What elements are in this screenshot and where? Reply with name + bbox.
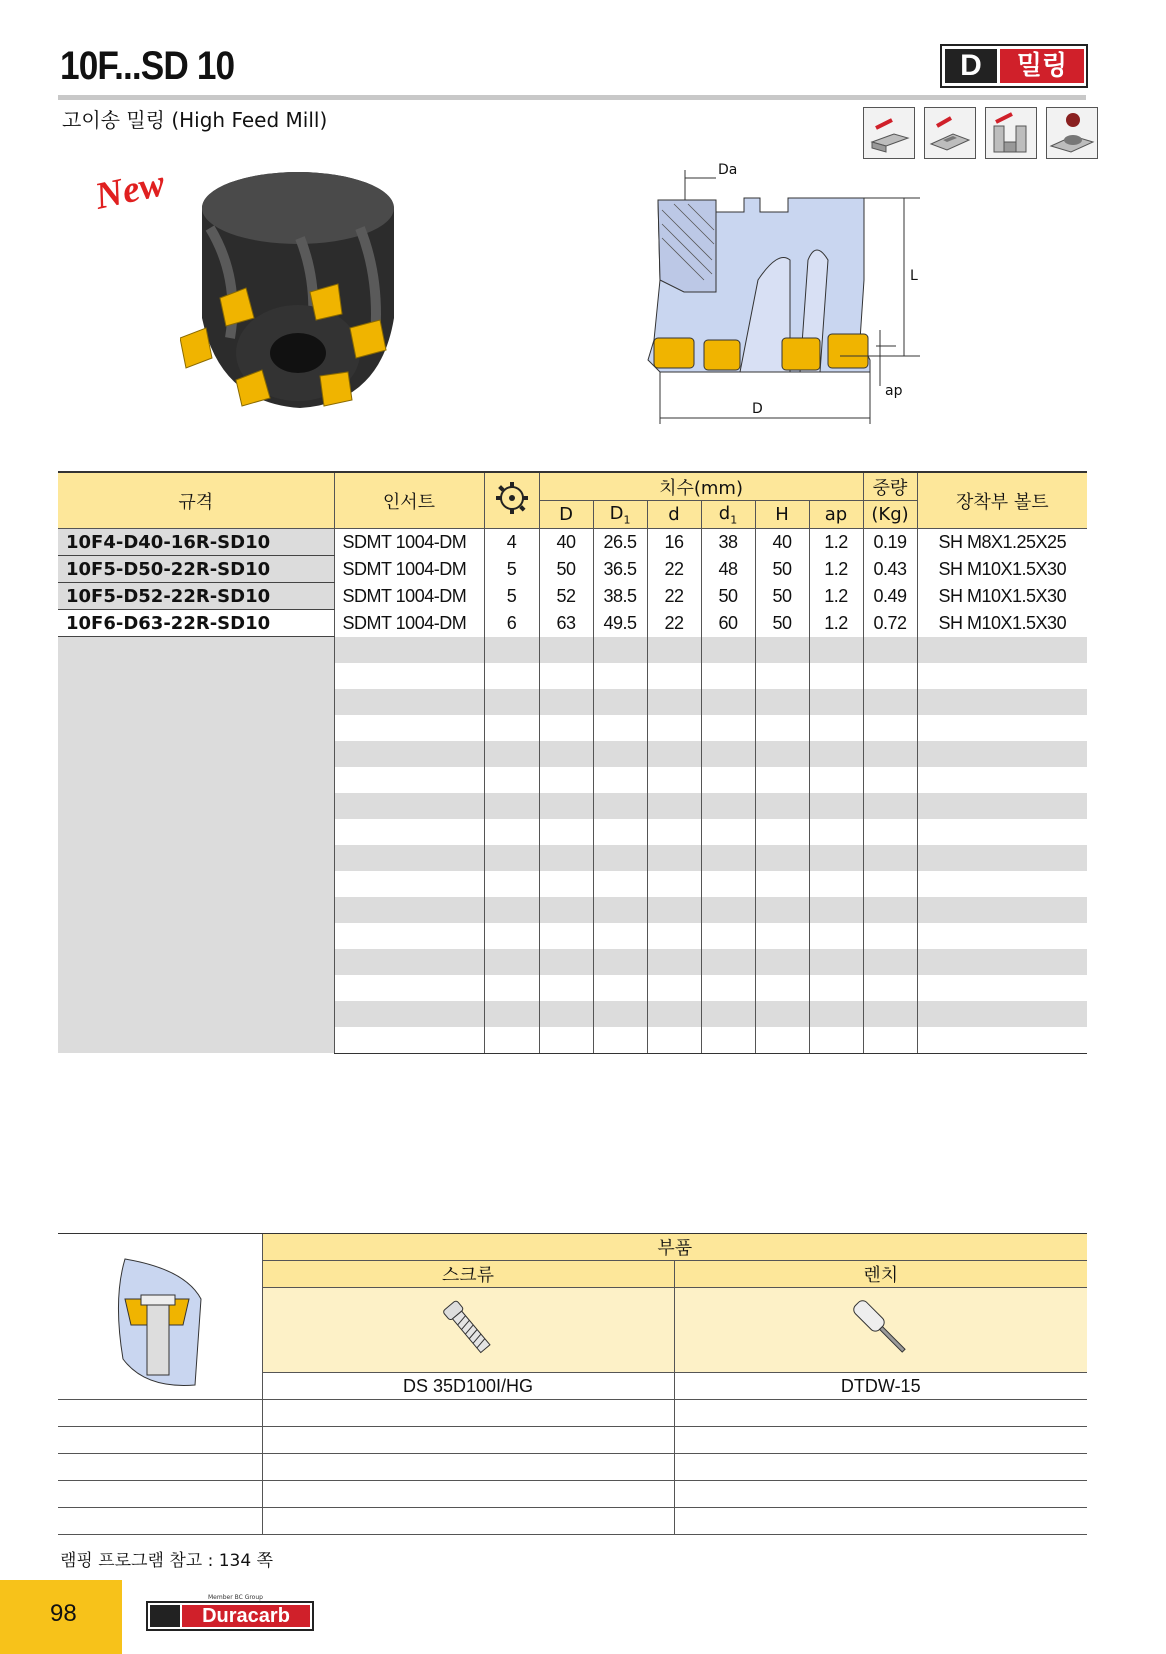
col-D1-header: $D_1$ [593, 501, 647, 529]
empty-cell [593, 741, 647, 767]
empty-cell [701, 1001, 755, 1027]
screw-image-cell [262, 1288, 674, 1373]
insert-cell: SDMT 1004-DM [334, 556, 484, 583]
weight-cell: 0.19 [863, 529, 917, 556]
spec-table-body [58, 529, 1087, 1054]
empty-cell [863, 1001, 917, 1027]
empty-cell [647, 1001, 701, 1027]
col-d-header: d [647, 501, 701, 529]
ap-cell: 1.2 [809, 610, 863, 637]
empty-cell [539, 871, 593, 897]
empty-cell [917, 637, 1087, 663]
empty-cell [701, 637, 755, 663]
cutter-technical-drawing [640, 160, 930, 430]
wrench-image-cell [674, 1288, 1087, 1373]
empty-cell [863, 637, 917, 663]
empty-cell [863, 897, 917, 923]
empty-cell [647, 897, 701, 923]
d1-cell: 50 [701, 583, 755, 610]
empty-cell [647, 689, 701, 715]
empty-cell [809, 741, 863, 767]
empty-cell [917, 897, 1087, 923]
bolt-cell: SH M10X1.5X30 [917, 610, 1087, 637]
brand-name: Duracarb [182, 1605, 310, 1627]
empty-cell [809, 663, 863, 689]
d1-cell: 38 [701, 529, 755, 556]
empty-cell [539, 949, 593, 975]
z-cell: 4 [484, 529, 539, 556]
empty-cell [755, 741, 809, 767]
empty-cell [484, 923, 539, 949]
empty-cell [917, 715, 1087, 741]
empty-cell [701, 741, 755, 767]
empty-cell [755, 923, 809, 949]
parts-table [58, 1233, 1087, 1535]
empty-cell [484, 975, 539, 1001]
D-cell: 63 [539, 610, 593, 637]
empty-cell [755, 663, 809, 689]
empty-cell [917, 949, 1087, 975]
empty-cell [647, 767, 701, 793]
empty-cell [539, 1027, 593, 1054]
table-row [58, 583, 1087, 610]
empty-cell [755, 1001, 809, 1027]
model-cell: 10F6-D63-22R-SD10 [58, 610, 334, 637]
ramping-reference-note: 램핑 프로그램 참고 : 134 쪽 [60, 1551, 273, 1571]
empty-cell [484, 663, 539, 689]
empty-cell [334, 923, 484, 949]
col-teeth-header [484, 472, 539, 529]
d-cell: 16 [647, 529, 701, 556]
empty-cell [593, 715, 647, 741]
model-cell: 10F5-D50-22R-SD10 [58, 556, 334, 583]
label-d: D [752, 401, 763, 417]
table-row [58, 529, 1087, 556]
empty-cell [593, 949, 647, 975]
empty-cell [755, 819, 809, 845]
empty-cell [593, 689, 647, 715]
weight-cell: 0.72 [863, 610, 917, 637]
milling-category-logo [940, 44, 1088, 88]
D-cell: 40 [539, 529, 593, 556]
empty-cell [539, 715, 593, 741]
empty-cell [647, 871, 701, 897]
empty-cell [593, 793, 647, 819]
z-cell: 6 [484, 610, 539, 637]
empty-cell [863, 871, 917, 897]
shoulder-milling-icon [985, 107, 1037, 159]
empty-cell [917, 871, 1087, 897]
empty-cell [701, 819, 755, 845]
empty-cell [863, 975, 917, 1001]
empty-cell [755, 793, 809, 819]
page-title: 10F...SD 10 [60, 44, 235, 88]
empty-cell [647, 923, 701, 949]
empty-cell [647, 663, 701, 689]
brand-mark [150, 1605, 180, 1627]
empty-cell [334, 949, 484, 975]
col-weight-unit: (Kg) [863, 501, 917, 529]
new-badge: New [91, 162, 169, 218]
slot-milling-icon [924, 107, 976, 159]
empty-cell [917, 689, 1087, 715]
empty-cell [809, 715, 863, 741]
empty-cell [593, 663, 647, 689]
bolt-cell: SH M8X1.25X25 [917, 529, 1087, 556]
col-d1-header: $d_1$ [701, 501, 755, 529]
wrench-code: DTDW-15 [674, 1373, 1087, 1400]
empty-cell [755, 949, 809, 975]
empty-cell [484, 897, 539, 923]
col-insert-header: 인서트 [334, 472, 484, 529]
cutter-photo [180, 168, 410, 418]
z-cell: 5 [484, 583, 539, 610]
empty-cell [593, 1027, 647, 1054]
empty-cell [809, 637, 863, 663]
label-da: Da [718, 162, 738, 178]
empty-cell [484, 741, 539, 767]
empty-cell [701, 1027, 755, 1054]
empty-cell [755, 897, 809, 923]
screw-code: DS 35D100I/HG [262, 1373, 674, 1400]
empty-cell [863, 741, 917, 767]
title-rule [58, 95, 1086, 100]
empty-cell [647, 637, 701, 663]
empty-cell [809, 949, 863, 975]
page-number: 98 [50, 1600, 77, 1627]
empty-cell [593, 819, 647, 845]
empty-cell [647, 715, 701, 741]
brand-tagline: Member BC Group [208, 1594, 263, 1601]
col-dims-header: 치수(mm) [539, 472, 863, 501]
ap-cell: 1.2 [809, 529, 863, 556]
empty-cell [647, 949, 701, 975]
empty-cell [917, 663, 1087, 689]
empty-cell [809, 767, 863, 793]
empty-cell [593, 897, 647, 923]
parts-header: 부품 [262, 1234, 1087, 1261]
logo-text: 밀링 [1000, 49, 1084, 83]
table-row [58, 556, 1087, 583]
empty-cell [539, 689, 593, 715]
empty-cell [334, 689, 484, 715]
empty-cell [334, 871, 484, 897]
empty-cell [334, 715, 484, 741]
empty-cell [701, 871, 755, 897]
empty-cell [863, 663, 917, 689]
ap-cell: 1.2 [809, 556, 863, 583]
empty-cell [701, 897, 755, 923]
empty-cell [917, 975, 1087, 1001]
empty-cell [809, 819, 863, 845]
col-D-header: D [539, 501, 593, 529]
empty-cell [863, 715, 917, 741]
empty-cell [334, 819, 484, 845]
empty-cell [809, 845, 863, 871]
empty-cell [334, 1001, 484, 1027]
empty-cell [593, 637, 647, 663]
empty-cell [593, 767, 647, 793]
empty-cell [755, 871, 809, 897]
wrench-header: 렌치 [674, 1261, 1087, 1288]
empty-cell [755, 975, 809, 1001]
insert-cell: SDMT 1004-DM [334, 529, 484, 556]
empty-cell [539, 923, 593, 949]
face-milling-icon [863, 107, 915, 159]
empty-cell [539, 793, 593, 819]
empty-cell [755, 689, 809, 715]
empty-cell [593, 871, 647, 897]
empty-cell [863, 689, 917, 715]
empty-cell [647, 845, 701, 871]
empty-cell [701, 767, 755, 793]
empty-cell [484, 767, 539, 793]
col-weight-header: 중량 [863, 472, 917, 501]
empty-cell [917, 1001, 1087, 1027]
H-cell: 40 [755, 529, 809, 556]
model-cell: 10F5-D52-22R-SD10 [58, 583, 334, 610]
z-cell: 5 [484, 556, 539, 583]
spec-table [58, 471, 1087, 1054]
empty-cell [917, 819, 1087, 845]
col-ap-header: ap [809, 501, 863, 529]
empty-cell [755, 845, 809, 871]
empty-cell [334, 1027, 484, 1054]
d1-cell: 48 [701, 556, 755, 583]
col-H-header: H [755, 501, 809, 529]
empty-cell [484, 949, 539, 975]
empty-cell [863, 819, 917, 845]
empty-cell [755, 637, 809, 663]
model-empty-cell [58, 637, 334, 1054]
empty-cell [755, 1027, 809, 1054]
helical-interpolation-icon [1046, 107, 1098, 159]
empty-cell [484, 637, 539, 663]
d-cell: 22 [647, 583, 701, 610]
bolt-cell: SH M10X1.5X30 [917, 556, 1087, 583]
wrench-icon [841, 1292, 921, 1364]
D-cell: 50 [539, 556, 593, 583]
logo-letter: D [945, 49, 997, 83]
empty-cell [484, 845, 539, 871]
H-cell: 50 [755, 556, 809, 583]
empty-cell [539, 1001, 593, 1027]
empty-cell [484, 1001, 539, 1027]
empty-cell [484, 793, 539, 819]
empty-cell [701, 663, 755, 689]
empty-cell [701, 845, 755, 871]
insert-clamp-illustration [58, 1234, 262, 1400]
empty-cell [647, 741, 701, 767]
empty-cell [809, 1027, 863, 1054]
insert-cell: SDMT 1004-DM [334, 583, 484, 610]
empty-cell [334, 897, 484, 923]
cutter-teeth-icon [495, 481, 529, 515]
empty-cell [701, 715, 755, 741]
D1-cell: 49.5 [593, 610, 647, 637]
empty-cell [755, 715, 809, 741]
empty-cell [334, 975, 484, 1001]
bolt-cell: SH M10X1.5X30 [917, 583, 1087, 610]
empty-cell [484, 1027, 539, 1054]
empty-cell [539, 845, 593, 871]
empty-cell [647, 793, 701, 819]
d1-cell: 60 [701, 610, 755, 637]
empty-cell [334, 741, 484, 767]
empty-cell [701, 923, 755, 949]
empty-cell [334, 845, 484, 871]
empty-cell [647, 1027, 701, 1054]
empty-cell [863, 949, 917, 975]
empty-cell [809, 1001, 863, 1027]
d-cell: 22 [647, 610, 701, 637]
empty-cell [334, 637, 484, 663]
insert-cell: SDMT 1004-DM [334, 610, 484, 637]
H-cell: 50 [755, 610, 809, 637]
empty-cell [863, 793, 917, 819]
col-bolt-header: 장착부 볼트 [917, 472, 1087, 529]
empty-cell [863, 767, 917, 793]
empty-cell [701, 975, 755, 1001]
empty-cell [917, 923, 1087, 949]
page-subtitle: 고이송 밀링 (High Feed Mill) [62, 108, 328, 132]
empty-cell [809, 975, 863, 1001]
label-l: L [910, 268, 918, 284]
empty-cell [701, 793, 755, 819]
col-model-header: 규격 [58, 472, 334, 529]
empty-cell [917, 741, 1087, 767]
empty-cell [917, 1027, 1087, 1054]
D1-cell: 36.5 [593, 556, 647, 583]
empty-cell [701, 689, 755, 715]
empty-cell [593, 975, 647, 1001]
empty-cell [809, 871, 863, 897]
model-cell: 10F4-D40-16R-SD10 [58, 529, 334, 556]
empty-cell [917, 767, 1087, 793]
empty-cell [334, 793, 484, 819]
D1-cell: 26.5 [593, 529, 647, 556]
weight-cell: 0.43 [863, 556, 917, 583]
d-cell: 22 [647, 556, 701, 583]
weight-cell: 0.49 [863, 583, 917, 610]
duracarb-logo [146, 1594, 314, 1631]
ap-cell: 1.2 [809, 583, 863, 610]
empty-cell [593, 845, 647, 871]
empty-cell [647, 975, 701, 1001]
table-row [58, 637, 1087, 663]
empty-cell [863, 1027, 917, 1054]
empty-cell [539, 975, 593, 1001]
empty-cell [755, 767, 809, 793]
empty-cell [539, 637, 593, 663]
empty-cell [809, 793, 863, 819]
D-cell: 52 [539, 583, 593, 610]
empty-cell [809, 689, 863, 715]
empty-cell [484, 871, 539, 897]
empty-cell [484, 689, 539, 715]
empty-cell [809, 923, 863, 949]
label-ap: ap [885, 383, 903, 399]
screw-icon [433, 1295, 503, 1361]
empty-cell [809, 897, 863, 923]
empty-cell [334, 767, 484, 793]
empty-cell [539, 663, 593, 689]
empty-cell [917, 793, 1087, 819]
screw-header: 스크류 [262, 1261, 674, 1288]
D1-cell: 38.5 [593, 583, 647, 610]
empty-cell [701, 949, 755, 975]
empty-cell [539, 819, 593, 845]
empty-cell [334, 663, 484, 689]
empty-cell [539, 741, 593, 767]
table-row [58, 610, 1087, 637]
empty-cell [647, 819, 701, 845]
empty-cell [863, 923, 917, 949]
empty-cell [863, 845, 917, 871]
empty-cell [484, 715, 539, 741]
empty-cell [593, 923, 647, 949]
H-cell: 50 [755, 583, 809, 610]
empty-cell [593, 1001, 647, 1027]
empty-cell [539, 897, 593, 923]
empty-cell [484, 819, 539, 845]
empty-cell [917, 845, 1087, 871]
empty-cell [539, 767, 593, 793]
